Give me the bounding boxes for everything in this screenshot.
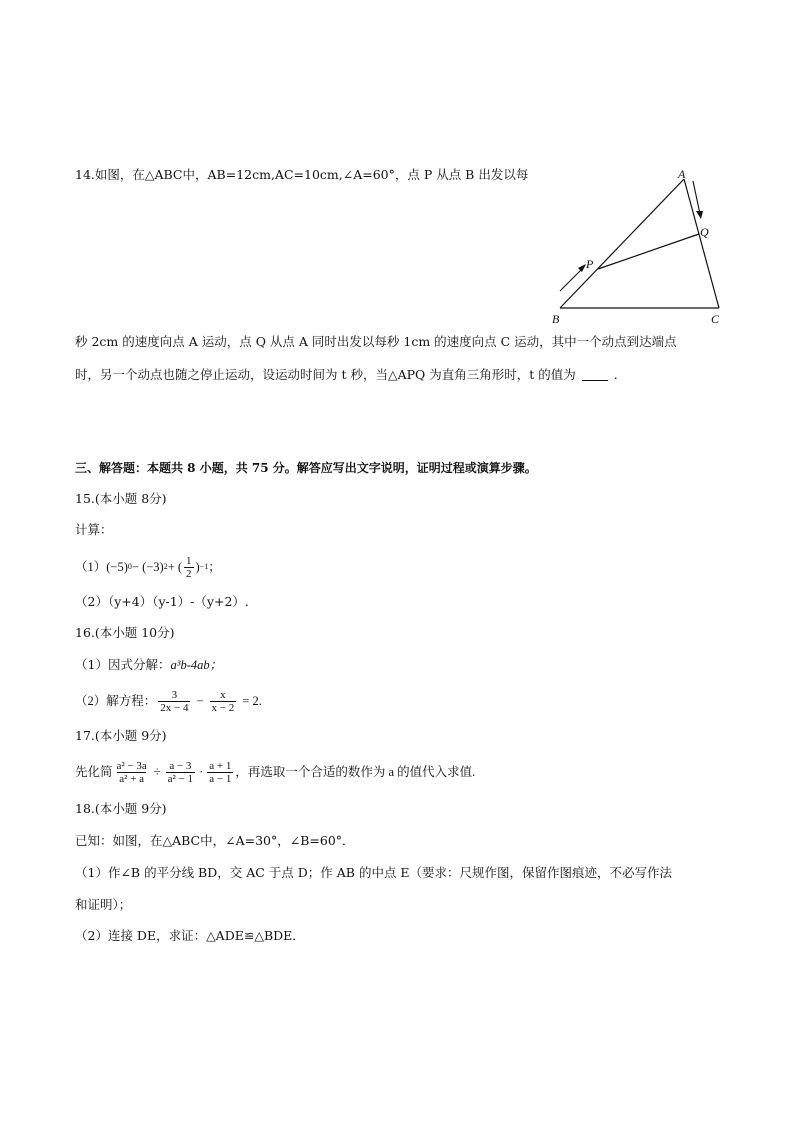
arrow-q-motion [693, 181, 703, 219]
q16-minus: − [196, 694, 204, 708]
q15-p1-exp-d: −1 [199, 562, 209, 571]
q17-frac-1 [115, 760, 149, 785]
q17-pre: 先化简 [75, 765, 113, 779]
q17-post: ，再选取一个合适的数作为 a 的值代入求值. [235, 765, 476, 779]
q17-frac-3-num: a + 1 [209, 759, 232, 772]
q16-part-2 [75, 684, 262, 718]
section-3-heading: 三、解答题：本题共 8 小题，共 75 分。解答应写出文字说明，证明过程或演算步骤。 [75, 461, 537, 475]
q15-p1-exp-b: 2 [163, 562, 168, 571]
q17-frac-2 [166, 760, 195, 785]
q16-frac-2-num: x [220, 688, 226, 701]
q16-p2-label: （2）解方程： [75, 694, 157, 708]
q18-part-1-line-1: （1）作∠B 的平分线 BD，交 AC 于点 D；作 AB 的中点 E（要求：尺规作图，保留作图痕迹，不必写作法 [75, 865, 673, 880]
q14-line-2: 秒 2cm 的速度向点 A 运动，点 Q 从点 A 同时出发以每秒 1cm 的速度向点 C 运动，其中一个动点到达端点 [75, 334, 677, 349]
q15-p1-end: ； [208, 560, 221, 574]
q18-given: 已知：如图，在△ABC中，∠A=30°，∠B=60°． [75, 833, 355, 848]
q18-part-1-line-2: 和证明）； [75, 897, 132, 912]
q15-p1-d: ) [195, 560, 200, 574]
q16-part-1 [75, 656, 222, 674]
q15-p1-fraction [184, 555, 194, 580]
q15-p1-frac-num: 1 [186, 554, 192, 567]
side-ab [560, 179, 684, 308]
q17-frac-3-den: a − 1 [209, 772, 232, 785]
q17-body [75, 755, 475, 789]
q14-triangle-figure [548, 166, 728, 326]
q16-frac-1 [158, 689, 190, 714]
q16-frac-2-den: x − 2 [211, 701, 235, 714]
q14-line-3-text: 时，另一个动点也随之停止运动，设运动时间为 t 秒，当△APQ 为直角三角形时，t 的值为 [75, 367, 576, 382]
q16-frac-1-den: 2x − 4 [160, 701, 189, 714]
label-p: P [586, 257, 594, 271]
q17-frac-2-num: a − 3 [169, 759, 192, 772]
q17-frac-1-num: a² − 3a [116, 759, 147, 772]
q15-p1-frac-den: 2 [186, 567, 192, 580]
label-c: C [711, 312, 720, 326]
q15-p1-label: （1） [75, 560, 107, 574]
q15-p1-a: (−5) [106, 560, 128, 574]
q16-frac-1-num: 3 [171, 688, 178, 701]
q17-div: ÷ [153, 765, 161, 779]
q17-dot: · [199, 765, 204, 779]
q17-title: 17.(本小题 9分) [75, 728, 167, 743]
label-q: Q [700, 225, 709, 239]
side-ac [684, 179, 719, 308]
q17-frac-3 [207, 760, 233, 785]
segment-pq [598, 234, 699, 269]
q18-title: 18.(本小题 9分) [75, 801, 167, 816]
q16-rhs: = 2. [242, 694, 262, 708]
arrow-p-motion [560, 264, 586, 291]
q14-line-3 [75, 366, 618, 384]
label-a: A [678, 167, 686, 181]
q18-part-2: （2）连接 DE，求证：△ADE≌△BDE． [75, 928, 305, 943]
q17-frac-2-den: a² − 1 [167, 772, 194, 785]
q16-p1-expr: a³b-4ab； [170, 658, 223, 672]
q14-answer-blank[interactable] [582, 368, 608, 381]
q15-title: 15.(本小题 8分) [75, 491, 167, 506]
q15-part-2: （2）（y+4）（y-1）-（y+2）. [75, 594, 249, 609]
q15-part-1 [75, 552, 221, 582]
q16-title: 16.(本小题 10分) [75, 625, 175, 640]
q15-intro: 计算： [75, 522, 113, 537]
q14-line-3-end: . [613, 367, 618, 382]
q16-frac-2 [210, 689, 237, 714]
q15-p1-c: + ( [167, 560, 183, 574]
q16-p1-label: （1）因式分解： [75, 657, 171, 672]
q17-frac-1-den: a² + a [119, 772, 145, 785]
q15-p1-exp-a: 0 [127, 562, 132, 571]
q15-p1-b: − (−3) [131, 560, 164, 574]
q14-line-1: 14.如图，在△ABC中，AB=12cm,AC=10cm,∠A=60°，点 P 从点 B 出发以每 [75, 167, 529, 182]
label-b: B [552, 312, 560, 326]
